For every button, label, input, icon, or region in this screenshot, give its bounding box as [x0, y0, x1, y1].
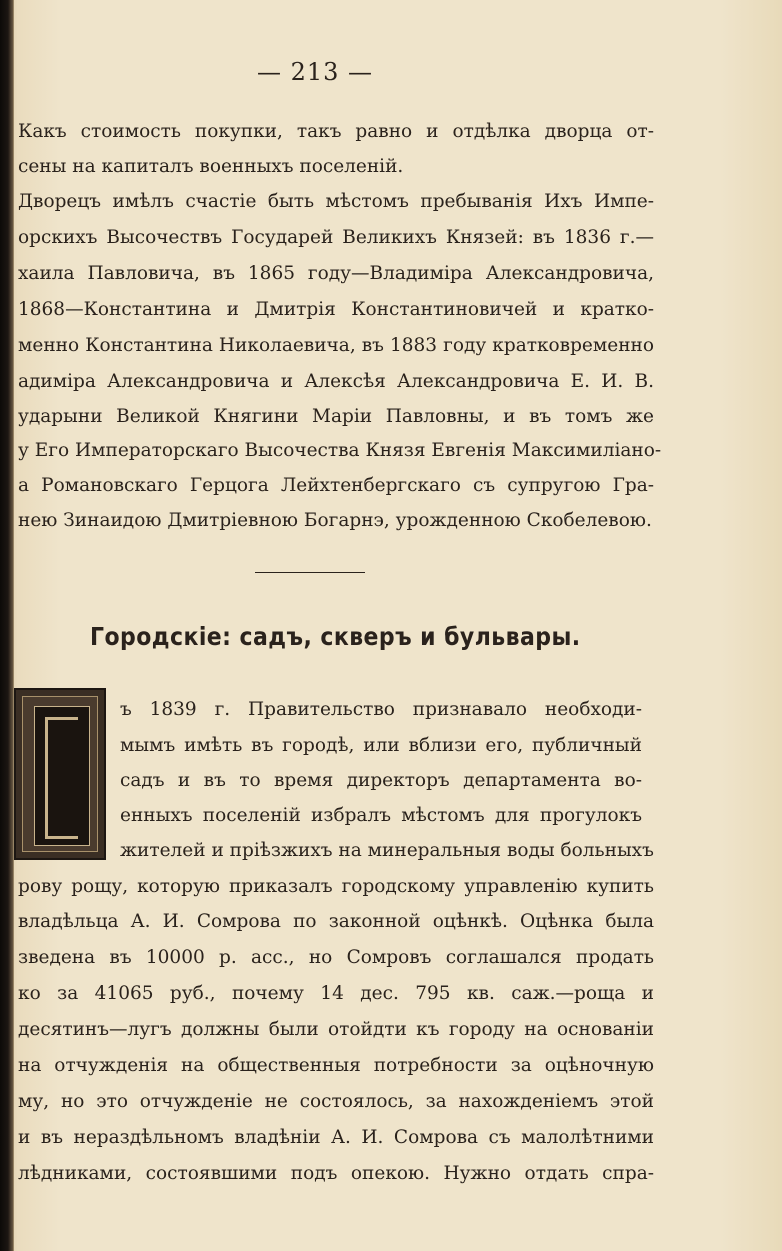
- text-line: Дворецъ имѣлъ счастіе быть мѣстомъ пребыванія Ихъ Импе-: [18, 191, 654, 212]
- text-line: му, но это отчужденіе не состоялось, за нахожденіемъ этой: [18, 1091, 654, 1112]
- text-line: владѣльца А. И. Сомрова по законной оцѣнкѣ. Оцѣнка была: [18, 911, 654, 932]
- section-divider: [255, 572, 365, 573]
- text-line: орскихъ Высочествъ Государей Великихъ Князей: въ 1836 г.—: [18, 227, 654, 248]
- text-line: Какъ стоимость покупки, такъ равно и отдѣлка дворца от-: [18, 121, 654, 142]
- text-line: хаила Павловича, въ 1865 году—Владиміра Александровича,: [18, 263, 654, 284]
- text-line: жителей и пріѣзжихъ на минеральныя воды больныхъ: [120, 840, 654, 861]
- book-gutter: [0, 0, 14, 1251]
- text-line: у Его Императорскаго Высочества Князя Евгенія Максимиліано-: [18, 440, 662, 461]
- text-line: рову рощу, которую приказалъ городскому управленію купить: [18, 876, 654, 897]
- text-line: 1868—Константина и Дмитрія Константиновичей и кратко-: [18, 299, 654, 320]
- section-heading: Городскіе: садъ, скверъ и бульвары.: [90, 622, 581, 651]
- text-line: менно Константина Николаевича, въ 1883 году кратковременно: [18, 335, 654, 356]
- text-line: зведена въ 10000 р. асс., но Сомровъ соглашался продать: [18, 947, 654, 968]
- decorated-initial-letter: [14, 688, 106, 860]
- text-line: садъ и въ то время директоръ департамента во-: [120, 770, 642, 791]
- text-line: и въ нераздѣльномъ владѣніи А. И. Сомрова съ малолѣтними: [18, 1127, 654, 1148]
- text-line: нею Зинаидою Дмитріевною Богарнэ, урожденною Скобелевою.: [18, 510, 652, 531]
- text-line: адиміра Александровича и Алексѣя Александровича Е. И. В.: [18, 371, 654, 392]
- text-line: на отчужденія на общественныя потребности за оцѣночную: [18, 1055, 654, 1076]
- text-line: ударыни Великой Княгини Маріи Павловны, и въ томъ же: [18, 406, 654, 427]
- text-line: десятинъ—лугъ должны были отойдти къ городу на основаніи: [18, 1019, 654, 1040]
- initial-letter-glyph: [34, 706, 90, 846]
- text-line: енныхъ поселеній избралъ мѣстомъ для прогулокъ: [120, 805, 642, 826]
- page-number: — 213 —: [256, 58, 374, 86]
- text-line: а Романовскаго Герцога Лейхтенбергскаго съ супругою Гра-: [18, 475, 654, 496]
- text-line: лѣдниками, состоявшими подъ опекою. Нужно отдать спра-: [18, 1163, 654, 1184]
- text-line: мымъ имѣть въ городѣ, или вблизи его, публичный: [120, 735, 642, 756]
- text-line: ъ 1839 г. Правительство признавало необходи-: [120, 699, 642, 720]
- text-line: ко за 41065 руб., почему 14 дес. 795 кв. саж.—роща и: [18, 983, 654, 1004]
- text-line: сены на капиталъ военныхъ поселеній.: [18, 156, 404, 177]
